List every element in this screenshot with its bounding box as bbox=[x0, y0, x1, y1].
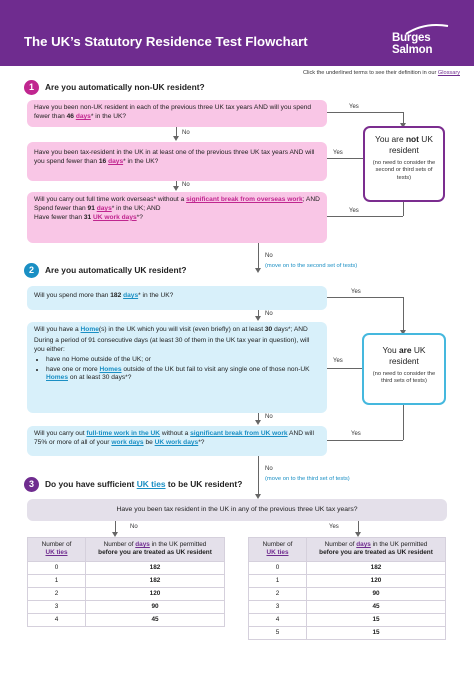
significant-break-overseas-link[interactable]: significant break from overseas work bbox=[186, 196, 303, 203]
uk-ties-table-no bbox=[27, 537, 225, 627]
uk-ties-table-yes bbox=[248, 537, 446, 640]
home-link[interactable]: Home bbox=[80, 326, 99, 333]
s1-move-on-note: (move on to the second set of tests) bbox=[265, 263, 358, 269]
connector-line bbox=[403, 405, 404, 440]
section-3-number: 3 bbox=[24, 477, 39, 492]
uk-work-days-link[interactable]: UK work days bbox=[93, 213, 137, 221]
connector-line bbox=[327, 158, 363, 159]
connector-line bbox=[327, 216, 403, 217]
glossary-note: Click the underlined terms to see their definition in our Glossary bbox=[302, 70, 460, 76]
flow-label: No bbox=[265, 253, 273, 259]
uk-work-days-link[interactable]: UK work days bbox=[154, 438, 199, 446]
significant-break-uk-link[interactable]: significant break from UK work bbox=[190, 430, 288, 437]
table-row: 0 182 bbox=[28, 561, 225, 574]
table-row: 3 45 bbox=[249, 600, 446, 613]
homes-link[interactable]: Homes bbox=[46, 374, 68, 382]
flow-label: Yes bbox=[349, 208, 359, 214]
col-number-of-ties: Number of UK ties bbox=[28, 538, 86, 562]
arrow-down-icon bbox=[255, 420, 261, 425]
glossary-link[interactable]: Glossary bbox=[437, 70, 460, 76]
section-1-title: Are you automatically non-UK resident? bbox=[45, 82, 205, 92]
flow-label: Yes bbox=[333, 358, 343, 364]
full-time-work-uk-link[interactable]: full-time work in the UK bbox=[86, 430, 161, 437]
section-2-number: 2 bbox=[24, 263, 39, 278]
flow-label: No bbox=[265, 311, 273, 317]
days-link[interactable]: days bbox=[123, 292, 139, 299]
section-1-number: 1 bbox=[24, 80, 39, 95]
flow-label: No bbox=[182, 182, 190, 188]
section-3-heading bbox=[24, 476, 242, 492]
arrow-down-icon bbox=[173, 136, 179, 141]
section-2-heading bbox=[24, 262, 186, 278]
flow-label: No bbox=[265, 414, 273, 420]
table-row: 1 182 bbox=[28, 574, 225, 587]
col-days-permitted: Number of days in the UK permitted before you are treated as UK resident bbox=[307, 538, 446, 562]
connector-line bbox=[258, 243, 259, 270]
uk-ties-link[interactable]: UK ties bbox=[266, 549, 289, 557]
table-row: 0 182 bbox=[249, 561, 446, 574]
table-row: 2 90 bbox=[249, 587, 446, 600]
section-2-title: Are you automatically UK resident? bbox=[45, 265, 187, 275]
col-number-of-ties: Number of UK ties bbox=[249, 538, 307, 562]
arrow-down-icon bbox=[255, 316, 261, 321]
work-days-link[interactable]: work days bbox=[111, 438, 144, 446]
logo-text-line1: Burges bbox=[392, 32, 431, 44]
connector-line bbox=[327, 440, 403, 441]
flow-label: Yes bbox=[329, 524, 339, 530]
col-days-permitted: Number of days in the UK permitted before you are treated as UK resident bbox=[86, 538, 225, 562]
burges-salmon-logo bbox=[388, 24, 460, 60]
days-link[interactable]: days bbox=[75, 112, 91, 120]
logo-text-line2: Salmon bbox=[392, 44, 433, 56]
s1-question-3: Will you carry out full time work overseas* without a significant break from overseas work; AND Spend fewer than 91 days* in the UK; AND Have fewer than 31 UK work days*? bbox=[27, 192, 327, 243]
s2-question-2: Will you have a Home(s) in the UK which you will visit (even briefly) on at least 30 days*; AND During a period of 91 consecutive days (at least 30 of them in the UK tax year in question), will you either: • have no Home outside of the UK; or • have one or more Homes outside of the UK but fail to visit any single one of those non-UK Homes on at least 30 days*? bbox=[27, 322, 327, 413]
s2-question-3: Will you carry out full-time work in the UK without a significant break from UK work AND will 75% or more of all of your work days be UK work days*? bbox=[27, 426, 327, 456]
uk-ties-link[interactable]: UK ties bbox=[45, 549, 68, 557]
table-row: 1 120 bbox=[249, 574, 446, 587]
s1-question-2: Have you been tax-resident in the UK in at least one of the previous three UK tax years AND will you spend fewer than 16 days* in the UK? bbox=[27, 142, 327, 181]
table-row: 5 15 bbox=[249, 626, 446, 639]
flow-label: Yes bbox=[351, 431, 361, 437]
s1-question-1: Have you been non-UK resident in each of the previous three UK tax years AND will you spend fewer than 46 days* in the UK? bbox=[27, 100, 327, 127]
homes-link[interactable]: Homes bbox=[99, 365, 122, 373]
table-row: 3 90 bbox=[28, 600, 225, 613]
days-link[interactable]: days bbox=[356, 541, 371, 548]
connector-line bbox=[327, 112, 403, 113]
section-1-heading bbox=[24, 79, 205, 95]
result-uk-resident: You are UK resident (no need to consider the third sets of tests) bbox=[362, 333, 446, 405]
days-link[interactable]: days bbox=[108, 157, 124, 165]
s2-question-1: Will you spend more than 182 days* in the UK? bbox=[27, 286, 327, 310]
table-row: 4 15 bbox=[249, 613, 446, 626]
flow-label: Yes bbox=[333, 150, 343, 156]
flow-label: No bbox=[182, 130, 190, 136]
uk-ties-link[interactable]: UK ties bbox=[136, 479, 166, 489]
connector-line bbox=[403, 202, 404, 216]
flow-label: No bbox=[130, 524, 138, 530]
result-not-uk-resident: You are not UK resident (no need to consider the second or third sets of tests) bbox=[363, 126, 445, 202]
section-3-title: Do you have sufficient UK ties to be UK resident? bbox=[45, 479, 243, 489]
flow-label: Yes bbox=[351, 289, 361, 295]
days-link[interactable]: days bbox=[96, 204, 112, 212]
connector-line bbox=[327, 297, 403, 298]
page-title: The UK’s Statutory Residence Test Flowchart bbox=[24, 34, 308, 49]
arrow-down-icon bbox=[173, 186, 179, 191]
arrow-down-icon bbox=[255, 268, 261, 273]
days-link[interactable]: days bbox=[135, 541, 150, 548]
s3-question: Have you been tax resident in the UK in any of the previous three UK tax years? bbox=[27, 499, 447, 521]
table-row: 4 45 bbox=[28, 613, 225, 626]
s2-move-on-note: (move on to the third set of tests) bbox=[265, 476, 350, 482]
connector-line bbox=[258, 456, 259, 496]
connector-line bbox=[403, 297, 404, 333]
flow-label: Yes bbox=[349, 104, 359, 110]
connector-line bbox=[327, 368, 363, 369]
flow-label: No bbox=[265, 466, 273, 472]
header-bar bbox=[0, 0, 474, 66]
table-row: 2 120 bbox=[28, 587, 225, 600]
